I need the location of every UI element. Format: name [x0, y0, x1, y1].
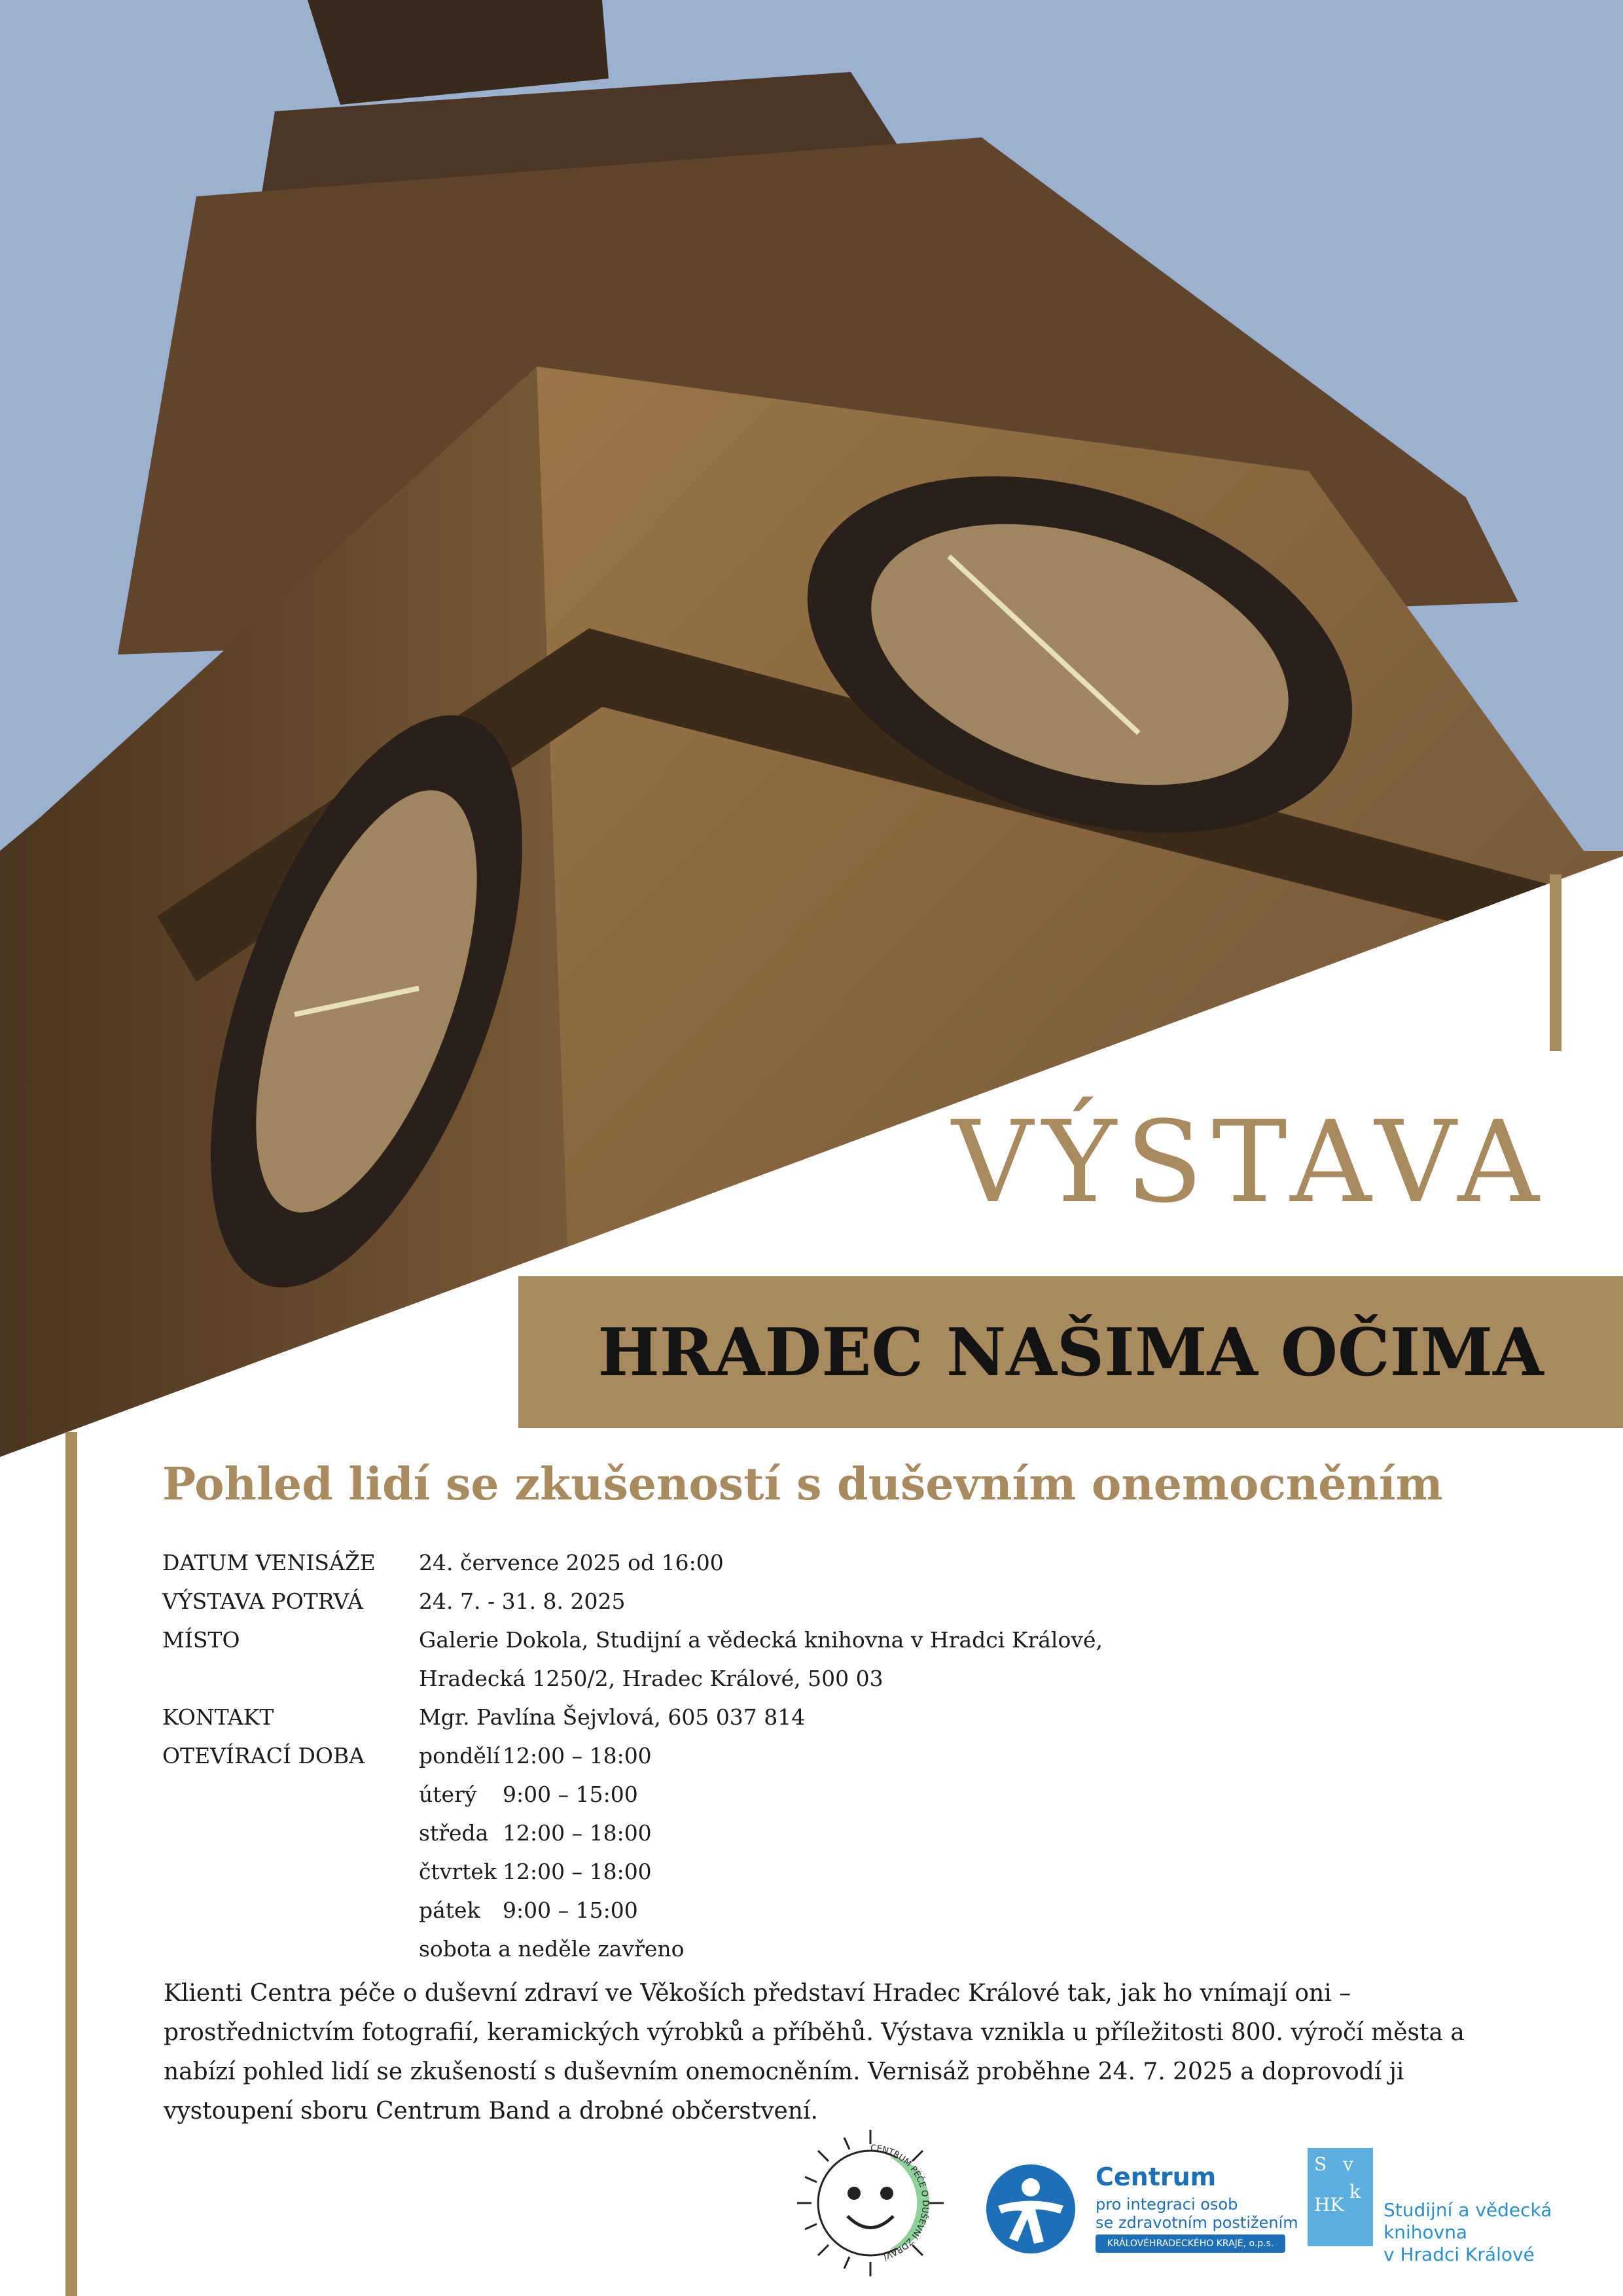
centrum-pece-ring-text: CENTRUM PÉČE O DUŠEVNÍ ZDRAVÍ [870, 2143, 930, 2261]
svk-line-1: Studijní a vědecká [1383, 2199, 1552, 2221]
detail-value: 24. července 2025 od 16:00 [419, 1550, 724, 1575]
detail-value: 24. 7. - 31. 8. 2025 [419, 1588, 626, 1614]
hours-day: úterý [419, 1782, 477, 1807]
svk-letter: HK [1314, 2194, 1344, 2215]
hours-weekend: sobota a neděle zavřeno [419, 1936, 685, 1962]
detail-label: MÍSTO [162, 1627, 240, 1653]
hours-day: čtvrtek [419, 1859, 497, 1884]
person-icon [982, 2160, 1080, 2258]
description: Klienti Centra péče o duševní zdraví ve Věkoších představí Hradec Králové tak, jak ho vnímají oni – prostřednictvím fotografií, keramických výrobků a příběhů. Výstava vznikla u příležitosti 800. výročí města a nabízí pohled lidí se zkušeností s duševním onemocněním. Vernisáž proběhne 24. 7. 2025 a doprovodí ji vystoupení sboru Centrum Band a drobné občerstvení. [164, 1980, 1465, 2125]
exhibition-title: HRADEC NAŠIMA OČIMA [597, 1314, 1544, 1391]
detail-label: DATUM VENISÁŽE [162, 1550, 376, 1575]
hours-value [419, 1891, 638, 1929]
subtitle: Pohled lidí se zkušeností s duševním onemocněním [162, 1458, 1443, 1511]
hours-value [419, 1736, 652, 1775]
hours-label: OTEVÍRACÍ DOBA [162, 1743, 365, 1768]
svk-line-3: v Hradci Králové [1383, 2244, 1535, 2265]
detail-value: Galerie Dokola, Studijní a vědecká knihovna v Hradci Králové, [419, 1627, 1103, 1653]
detail-label: VÝSTAVA POTRVÁ [162, 1588, 363, 1614]
headline: VÝSTAVA [952, 1096, 1548, 1228]
svk-name [1383, 2199, 1552, 2266]
centrum-region-badge: KRÁLOVÉHRADECKÉHO KRAJE, o.p.s. [1096, 2234, 1285, 2253]
hours-day: středa [419, 1820, 489, 1846]
svk-line-2: knihovna [1383, 2221, 1468, 2243]
hours-time: 9:00 – 15:00 [503, 1897, 638, 1923]
svk-mark [1308, 2148, 1373, 2246]
centrum-pece-logo [792, 2125, 949, 2282]
hours-time: 12:00 – 18:00 [503, 1820, 652, 1846]
hours-day: pondělí [419, 1743, 501, 1768]
hours-time: 12:00 – 18:00 [503, 1743, 652, 1768]
decorative-bar-top [1550, 874, 1561, 1051]
hours-time: 9:00 – 15:00 [503, 1782, 638, 1807]
detail-value: Mgr. Pavlína Šejvlová, 605 037 814 [419, 1704, 806, 1730]
centrum-subtitle-2: se zdravotním postižením [1096, 2214, 1298, 2232]
hours-value [419, 1852, 652, 1891]
decorative-bar-left [65, 1432, 77, 2296]
centrum-integrace-logo [982, 2160, 1302, 2258]
detail-label: KONTAKT [162, 1704, 274, 1730]
hours-day: pátek [419, 1897, 480, 1923]
hours-value [419, 1775, 638, 1814]
svk-letter: S [1314, 2153, 1327, 2175]
centrum-subtitle-1: pro integraci osob [1096, 2195, 1238, 2214]
hours-value [419, 1814, 652, 1852]
title-band [518, 1276, 1623, 1428]
svk-letter: v [1343, 2153, 1353, 2175]
svk-letter: k [1349, 2181, 1361, 2202]
detail-value: Hradecká 1250/2, Hradec Králové, 500 03 [419, 1666, 883, 1691]
centrum-title: Centrum [1096, 2162, 1217, 2191]
hours-time: 12:00 – 18:00 [503, 1859, 652, 1884]
svk-logo [1308, 2148, 1582, 2279]
